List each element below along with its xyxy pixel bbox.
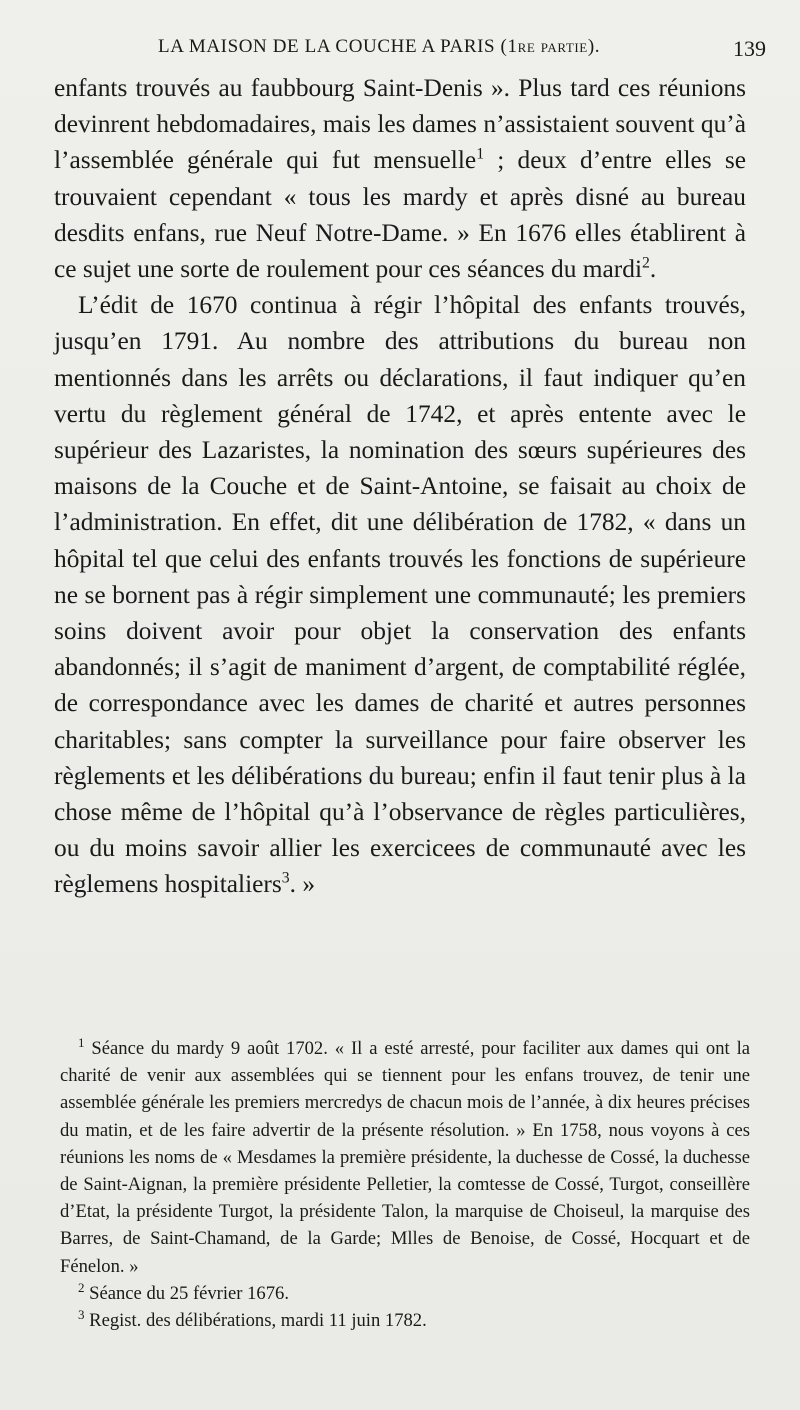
footnote-1 xyxy=(60,1035,750,1280)
page-number: 139 xyxy=(733,36,766,61)
paragraph-1-part-b: ; deux d’entre elles se trouvaient cependant « tous les mardy et après disné au bureau desdits enfans, rue Neuf Notre-Dame. » En 1676 elles établirent à ce sujet une sorte de roulement pour ces séances du mardi xyxy=(54,146,746,284)
paragraph-2 xyxy=(54,287,746,902)
footnote-3 xyxy=(60,1307,750,1334)
paragraph-1 xyxy=(54,70,746,287)
footnote-3-text: Regist. des délibérations, mardi 11 juin 1782. xyxy=(84,1310,427,1332)
footnotes xyxy=(60,1035,750,1334)
footnote-2 xyxy=(60,1280,750,1307)
paragraph-2-part-a: L’édit de 1670 continua à régir l’hôpital des enfants trouvés, jusqu’en 1791. Au nombre des attributions du bureau non mentionnés dans les arrêts ou déclarations, il faut indiquer qu’en vertu du règlement général de 1742, et après entente avec le supérieur des Lazaristes, la nomination des sœurs supérieures des maisons de la Couche et de Saint-Antoine, se faisait au choix de l’administration. En effet, dit une délibération de 1782, « dans un hôpital tel que celui des enfants trouvés les fonctions de supérieure ne se bornent pas à régir simplement une communauté; les premiers soins doivent avoir pour objet la conservation des enfants abandonnés; il s’agit de maniment d’argent, de comptabilité réglée, de correspondance avec les dames de charité et autres personnes charitables; sans compter la surveillance pour faire observer les règlements et les délibérations du bureau; enfin il faut tenir plus à la chose même de l’hôpital qu’à l’observance de règles particulières, ou du moins savoir allier les exercicees de communauté avec les règlemens hospitaliers xyxy=(54,291,746,899)
footnote-1-text: Séance du mardy 9 août 1702. « Il a esté arresté, pour faciliter aux dames qui ont la charité de venir aux assemblées qui se tiennent pour les enfans trouvez, de tenir une assemblée générale les premiers mercredys de chacun mois de l’année, à dix heures précises du matin, et de les faire advertir de la présente résolution. » En 1758, nous voyons à ces réunions les noms de « Mesdames la première présidente, la duchesse de Cossé, la duchesse de Saint-Aignan, la première présidente Pelletier, la comtesse de Cossé, Turgot, conseillère d’Etat, la présidente Turgot, la présidente Talon, la marquise de Choiseul, la marquise des Barres, de Saint-Chamand, de la Garde; Mlles de Benoise, de Cossé, Hocquart et de Fénelon. » xyxy=(60,1038,750,1277)
footnote-ref-3: 3 xyxy=(281,870,290,887)
paragraph-1-part-c: . xyxy=(649,255,657,284)
footnote-2-text: Séance du 25 février 1676. xyxy=(84,1282,289,1304)
footnote-ref-2: 2 xyxy=(642,254,650,272)
footnote-1-mark: 1 xyxy=(78,1034,85,1050)
page-header xyxy=(0,30,800,74)
footnote-2-mark: 2 xyxy=(78,1279,85,1295)
footnote-ref-1: 1 xyxy=(476,145,485,163)
paragraph-1-part-a: enfants trouvés au faubbourg Saint-Denis ». Plus tard ces réunions devinrent hebdomadaires, mais les dames n’assistaient souvent qu’à l’assemblée générale qui fut mensuelle xyxy=(54,74,746,175)
running-head: LA MAISON DE LA COUCHE A PARIS (1re partie). xyxy=(158,36,601,57)
main-text xyxy=(54,70,746,903)
paragraph-2-part-b: . » xyxy=(289,870,316,899)
footnote-3-mark: 3 xyxy=(78,1306,85,1322)
